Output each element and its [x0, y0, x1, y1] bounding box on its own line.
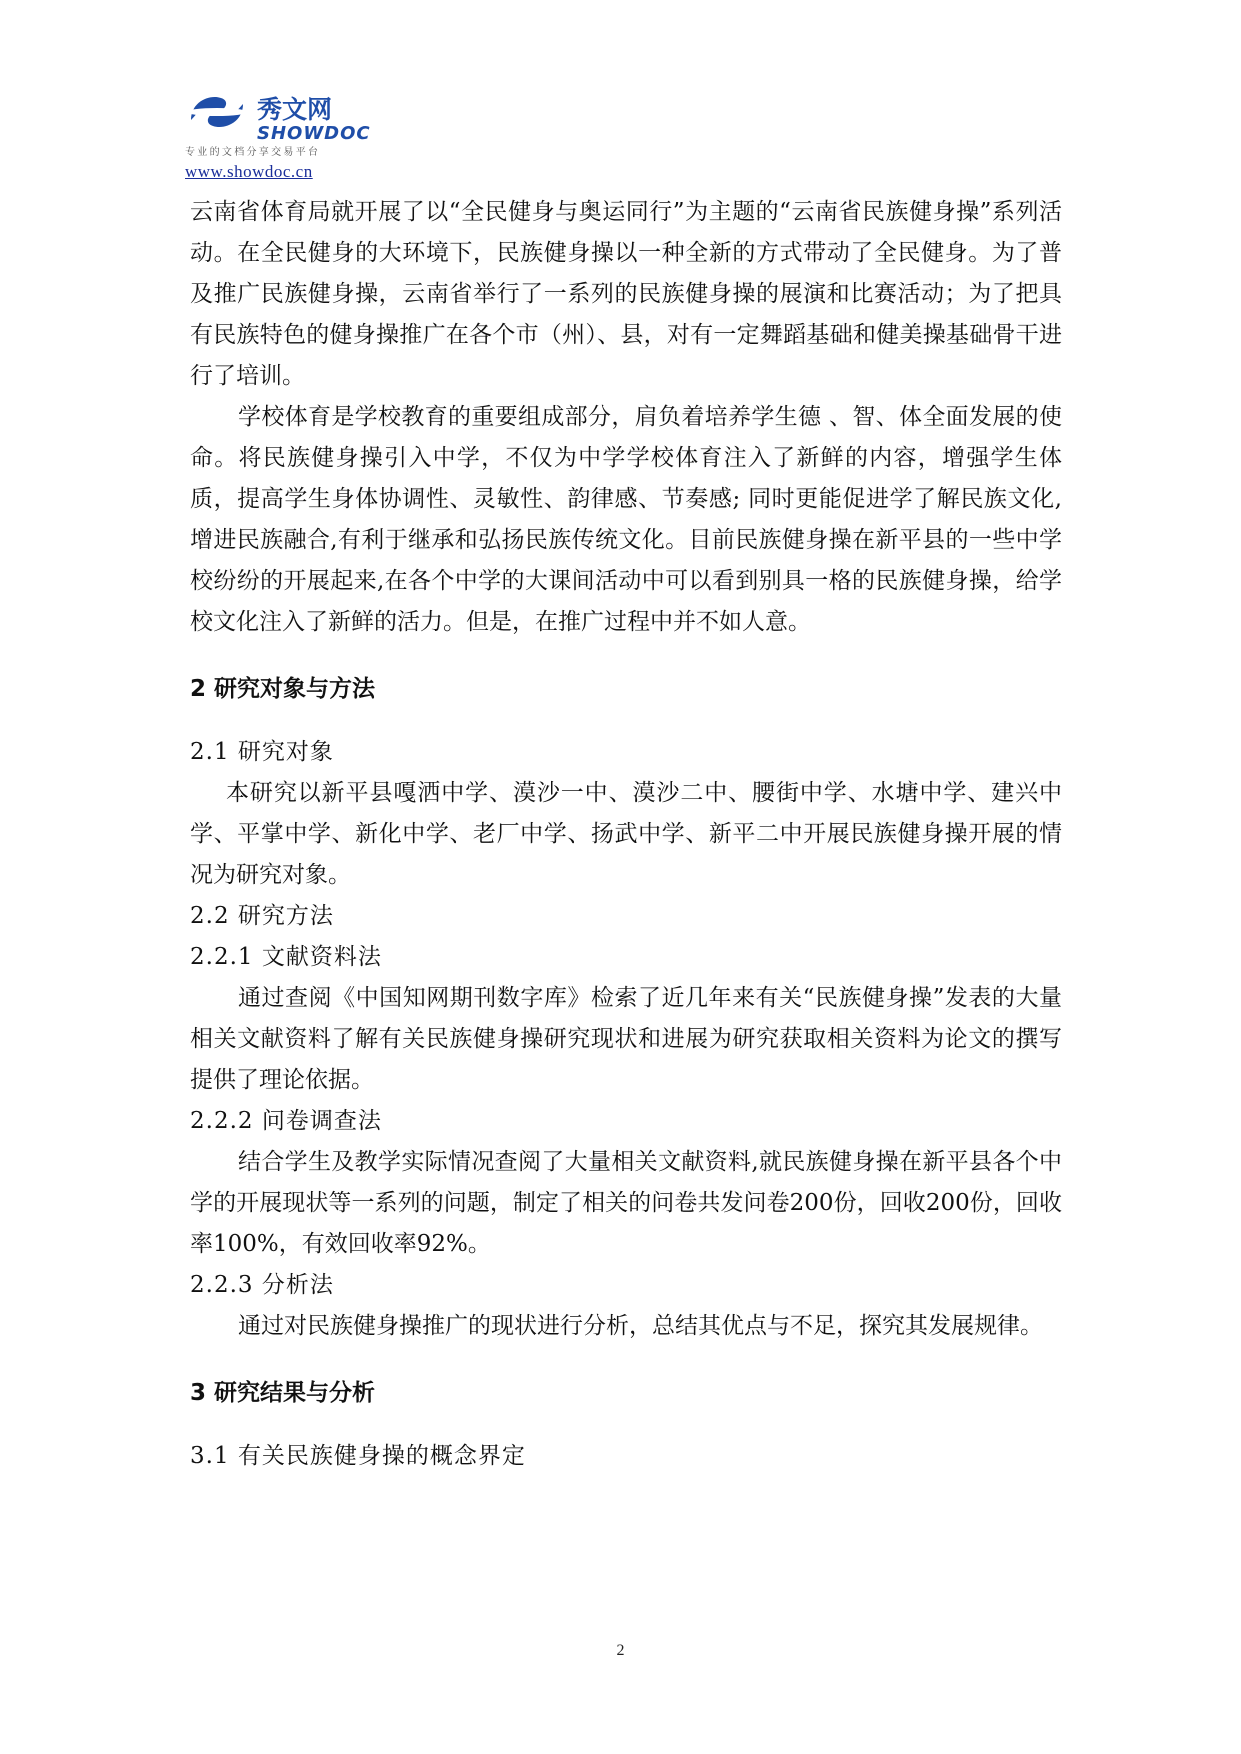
logo-en-text: SHOWDOC — [257, 123, 371, 144]
logo-emblem-icon — [187, 97, 247, 127]
section-2-2-1-heading: 2.2.1 文献资料法 — [190, 944, 382, 970]
site-url-link[interactable]: www.showdoc.cn — [185, 162, 313, 181]
section-2-2-3-heading: 2.2.3 分析法 — [190, 1272, 334, 1298]
section-3-heading: 3 研究结果与分析 — [190, 1380, 376, 1406]
page-number: 2 — [616, 1642, 625, 1659]
document-body — [190, 192, 1062, 1477]
section-2-2-3-text: 通过对民族健身操推广的现状进行分析，总结其优点与不足，探究其发展规律。 — [238, 1313, 1043, 1339]
section-2-1-text: 本研究以新平县嘎洒中学、漠沙一中、漠沙二中、腰街中学、水塘中学、建兴中学、平掌中学、新化中学、老厂中学、扬武中学、新平二中开展民族健身操开展的情况为研究对象。 — [190, 780, 1062, 888]
section-2-1-heading: 2.1 研究对象 — [190, 739, 334, 765]
section-2-2-heading: 2.2 研究方法 — [190, 903, 334, 929]
logo-tagline: 专业的文档分享交易平台 — [185, 147, 321, 158]
logo-cn-text: 秀文网 — [257, 95, 333, 124]
section-3-1-heading: 3.1 有关民族健身操的概念界定 — [190, 1443, 526, 1469]
section-2-2-2-text: 结合学生及教学实际情况查阅了大量相关文献资料,就民族健身操在新平县各个中学的开展现状等一系列的问题，制定了相关的问卷共发问卷200份，回收200份，回收率100%，有效回收率92%。 — [190, 1149, 1062, 1257]
header — [185, 90, 385, 180]
section-2-2-1-text: 通过查阅《中国知网期刊数字库》检索了近几年来有关“民族健身操”发表的大量相关文献资料了解有关民族健身操研究现状和进展为研究获取相关资料为论文的撰写提供了理论依据。 — [190, 985, 1062, 1093]
paragraph-school-pe: 学校体育是学校教育的重要组成部分，肩负着培养学生德 、智、体全面发展的使命。将民族健身操引入中学，不仅为中学学校体育注入了新鲜的内容，增强学生体质，提高学生身体协调性、灵敏性、韵律感、节奏感; 同时更能促进学了解民族文化,增进民族融合,有利于继承和弘扬民族传统文化。目前民族健身操在新平县的一些中学校纷纷的开展起来,在各个中学的大课间活动中可以看到别具一格的民族健身操，给学校文化注入了新鲜的活力。但是，在推广过程中并不如人意。 — [190, 404, 1062, 635]
section-2-heading: 2 研究对象与方法 — [190, 676, 376, 702]
paragraph-intro-continued: 云南省体育局就开展了以“全民健身与奥运同行”为主题的“云南省民族健身操”系列活动。在全民健身的大环境下，民族健身操以一种全新的方式带动了全民健身。为了普及推广民族健身操，云南省举行了一系列的民族健身操的展演和比赛活动；为了把具有民族特色的健身操推广在各个市（州）、县，对有一定舞蹈基础和健美操基础骨干进行了培训。 — [190, 199, 1062, 389]
section-2-2-2-heading: 2.2.2 问卷调查法 — [190, 1108, 382, 1134]
showdoc-logo — [185, 90, 385, 162]
